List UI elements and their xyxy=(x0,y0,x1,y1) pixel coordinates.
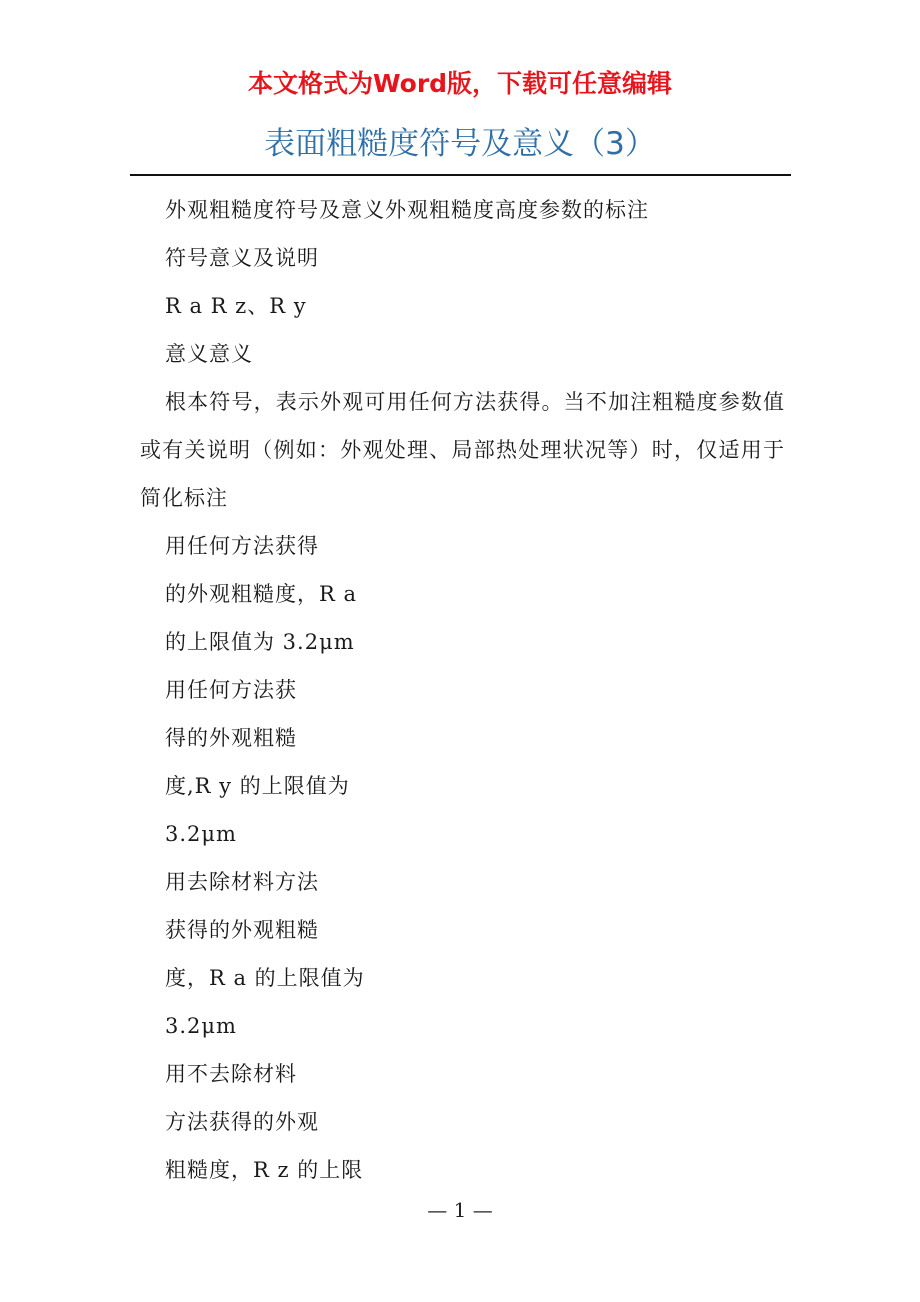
body-paragraph: 用任何方法获 xyxy=(165,678,297,702)
body-paragraph: 符号意义及说明 xyxy=(165,246,319,270)
format-notice-banner: 本文格式为Word版，下载可任意编辑 xyxy=(247,69,673,98)
body-paragraph: 粗糙度，R z 的上限 xyxy=(165,1158,364,1182)
page-number: — 1 — xyxy=(427,1198,493,1222)
body-paragraph: 用去除材料方法 xyxy=(165,870,319,894)
body-paragraph: 度,R y 的上限值为 xyxy=(165,774,350,798)
body-paragraph: 3.2μm xyxy=(165,1014,237,1038)
body-paragraph: R a R z、R y xyxy=(165,294,307,318)
body-paragraph: 根本符号，表示外观可用任何方法获得。当不加注粗糙度参数值或有关说明（例如：外观处理、局部热处理状况等）时，仅适用于简化标注 xyxy=(140,390,785,510)
body-paragraph: 用不去除材料 xyxy=(165,1062,297,1086)
body-paragraph: 用任何方法获得 xyxy=(165,534,319,558)
body-paragraph: 度，R a 的上限值为 xyxy=(165,966,365,990)
page-title: 表面粗糙度符号及意义（3） xyxy=(264,126,656,162)
document-body xyxy=(140,186,785,1194)
body-paragraph: 外观粗糙度符号及意义外观粗糙度高度参数的标注 xyxy=(165,198,649,222)
title-divider xyxy=(130,174,791,176)
body-paragraph: 的外观粗糙度，R a xyxy=(165,582,358,606)
body-paragraph: 得的外观粗糙 xyxy=(165,726,297,750)
body-paragraph: 意义意义 xyxy=(165,342,253,366)
body-paragraph: 3.2μm xyxy=(165,822,237,846)
body-paragraph: 方法获得的外观 xyxy=(165,1110,319,1134)
body-paragraph: 获得的外观粗糙 xyxy=(165,918,319,942)
body-paragraph: 的上限值为 3.2μm xyxy=(165,630,355,654)
